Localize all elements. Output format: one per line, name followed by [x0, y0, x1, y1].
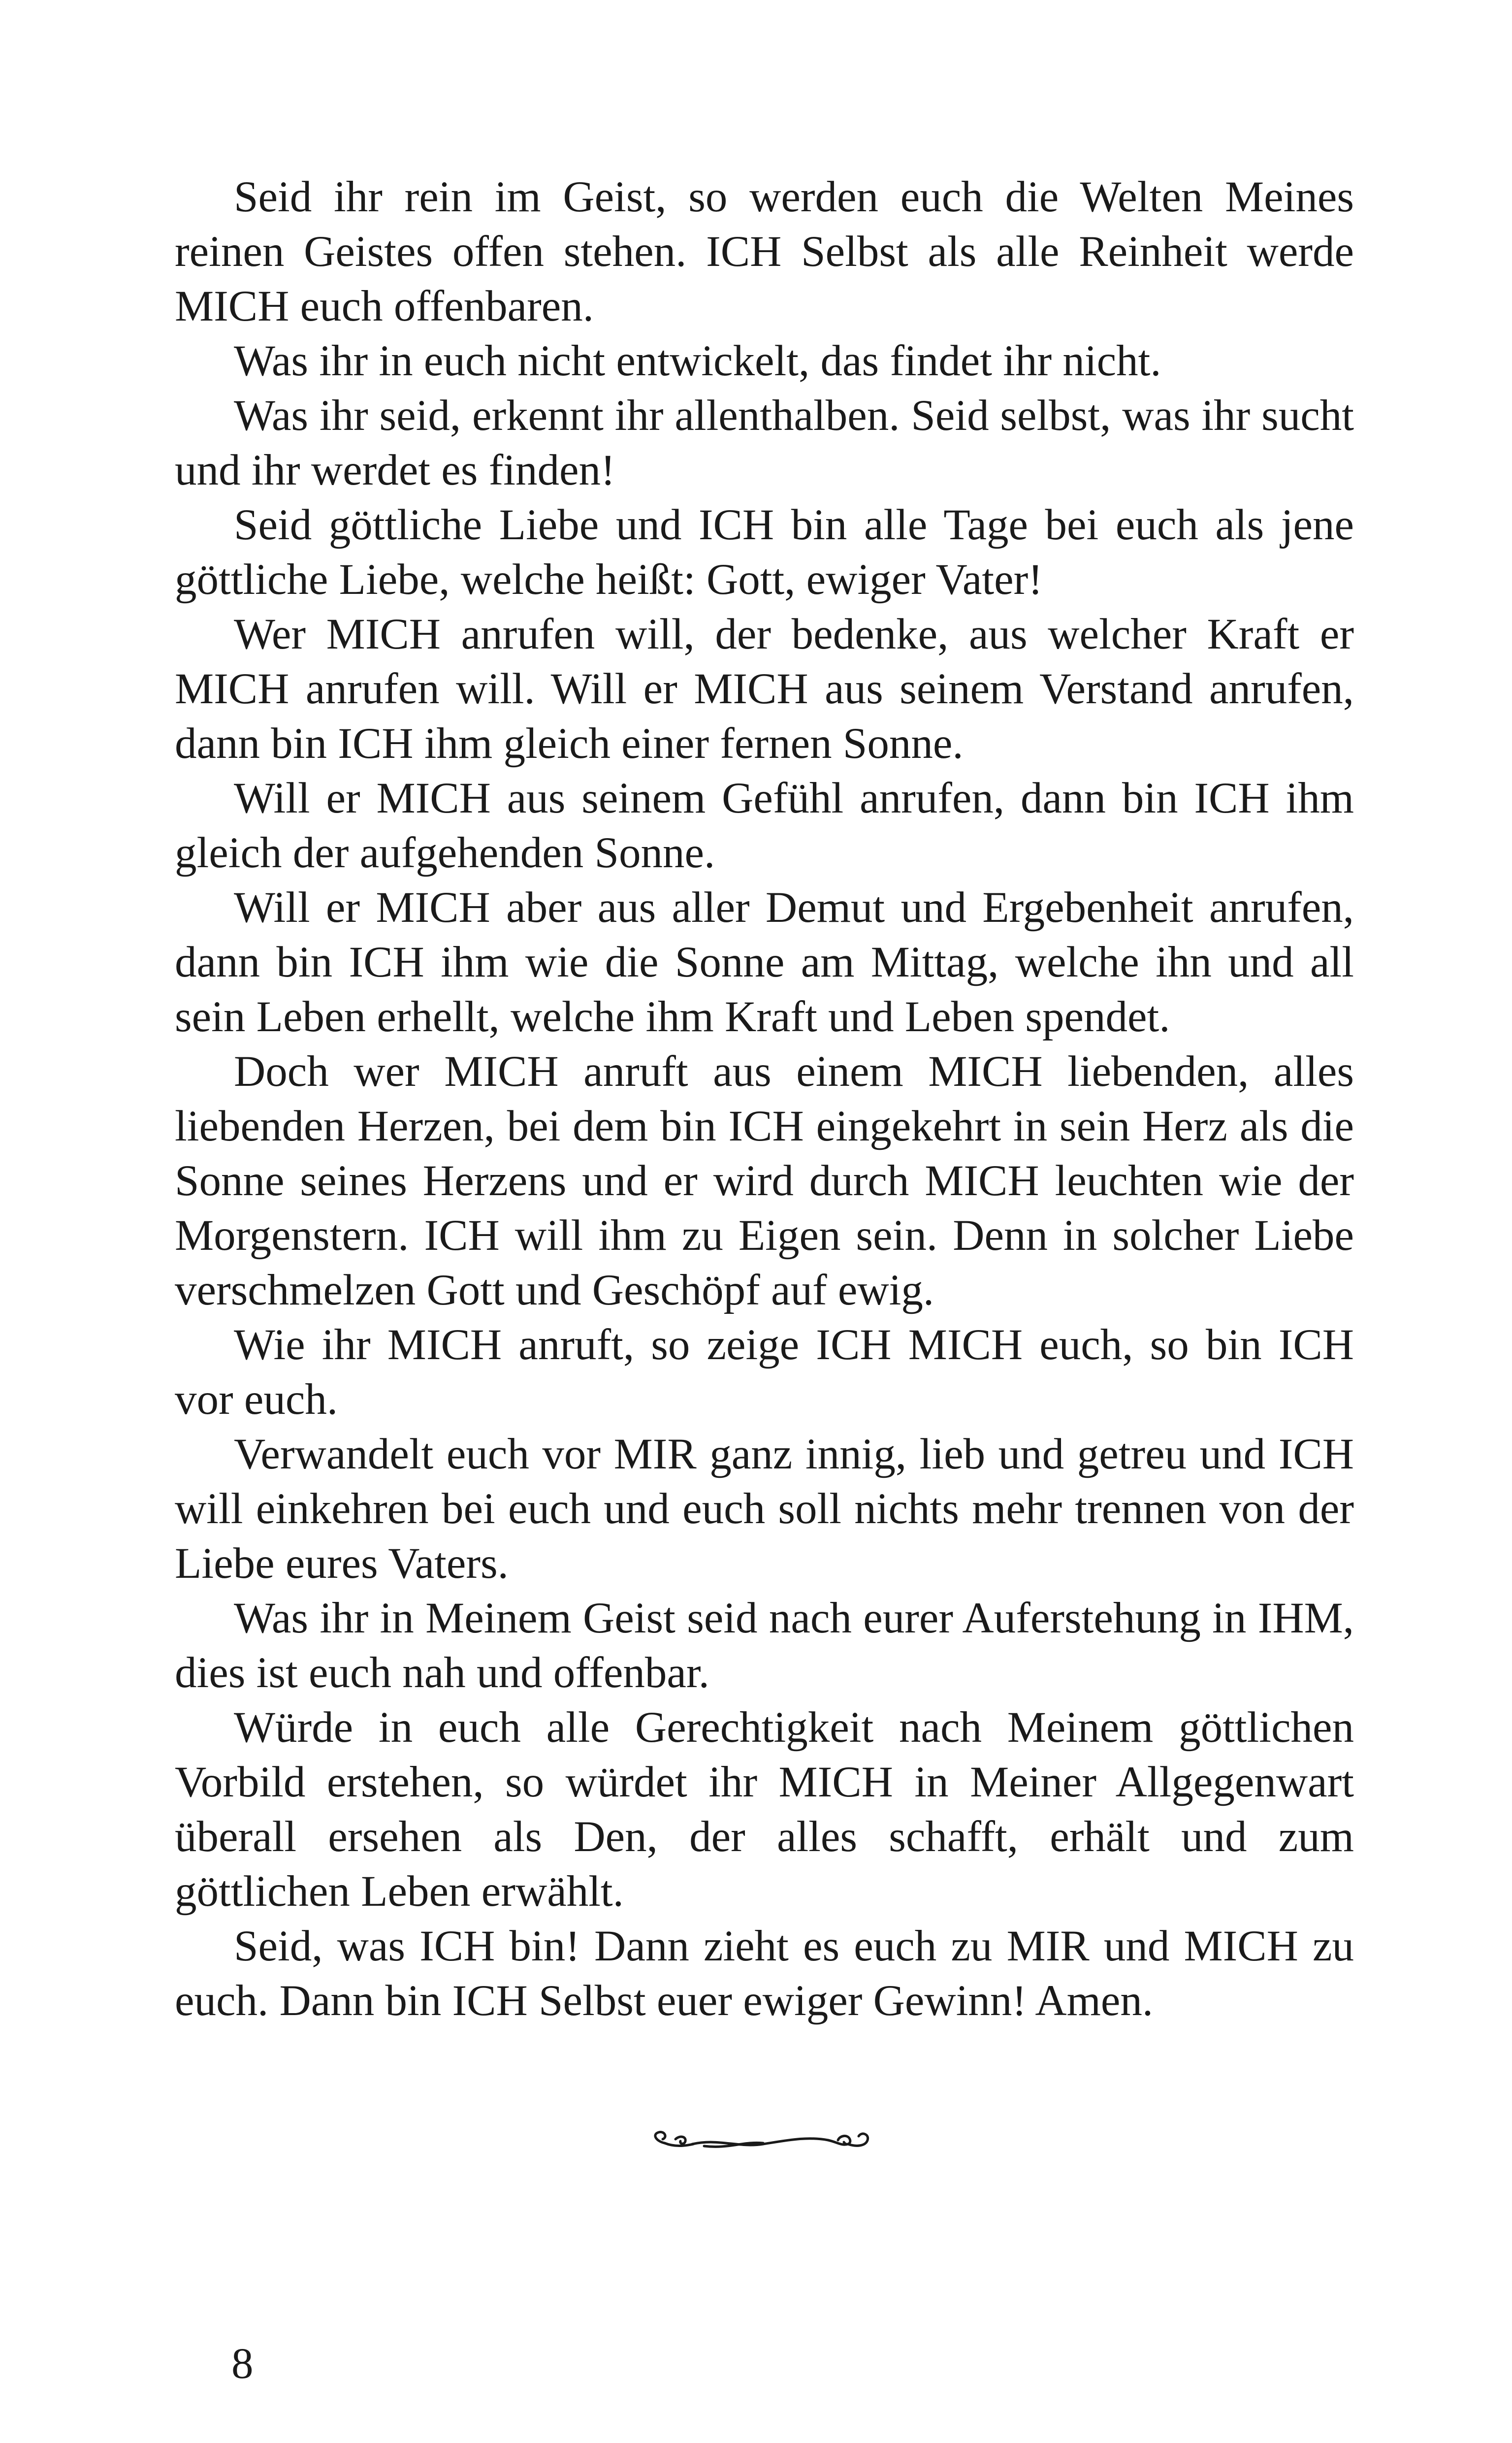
paragraph: Verwandelt euch vor MIR ganz innig, lieb und getreu und ICH will einkehren bei euch und euch soll nichts mehr trennen von der Liebe eures Vaters. [175, 1430, 1354, 1588]
paragraph: Seid ihr rein im Geist, so werden euch die Welten Meines reinen Geistes offen stehen. ICH Selbst als alle Reinheit werde MICH euch offenbaren. [175, 173, 1354, 330]
flourish-divider-icon [645, 2126, 881, 2158]
paragraph: Was ihr in Meinem Geist seid nach eurer Auferstehung in IHM, dies ist euch nah und offenbar. [175, 1594, 1354, 1697]
paragraph: Was ihr in euch nicht entwickelt, das findet ihr nicht. [234, 337, 1161, 385]
paragraph: Will er MICH aber aus aller Demut und Ergebenheit anrufen, dann bin ICH ihm wie die Sonne am Mittag, welche ihn und all sein Leben erhellt, welche ihm Kraft und Leben spendet. [175, 883, 1354, 1041]
body-text [175, 170, 1354, 2028]
paragraph: Wer MICH anrufen will, der bedenke, aus welcher Kraft er MICH anrufen will. Will er MICH aus seinem Verstand anrufen, dann bin ICH ihm gleich einer fernen Sonne. [175, 610, 1354, 768]
paragraph: Was ihr seid, erkennt ihr allenthalben. Seid selbst, was ihr sucht und ihr werdet es finden! [175, 391, 1354, 494]
page-number: 8 [231, 2340, 254, 2388]
paragraph: Wie ihr MICH anruft, so zeige ICH MICH euch, so bin ICH vor euch. [175, 1321, 1354, 1424]
paragraph: Seid göttliche Liebe und ICH bin alle Tage bei euch als jene göttliche Liebe, welche heißt: Gott, ewiger Vater! [175, 501, 1354, 604]
paragraph: Doch wer MICH anruft aus einem MICH liebenden, alles liebenden Herzen, bei dem bin ICH eingekehrt in sein Herz als die Sonne seines Herzens und er wird durch MICH leuchten wie der Morgenstern. ICH will ihm zu Eigen sein. Denn in solcher Liebe verschmelzen Gott und Geschöpf auf ewig. [175, 1047, 1354, 1314]
paragraph: Will er MICH aus seinem Gefühl anrufen, dann bin ICH ihm gleich der aufgehenden Sonne. [175, 774, 1354, 877]
paragraph: Seid, was ICH bin! Dann zieht es euch zu MIR und MICH zu euch. Dann bin ICH Selbst euer ewiger Gewinn! Amen. [175, 1922, 1354, 2025]
paragraph: Würde in euch alle Gerechtigkeit nach Meinem göttlichen Vorbild erstehen, so würdet ihr MICH in Meiner Allgegenwart überall ersehen als Den, der alles schafft, erhält und zum göttlichen Leben erwählt. [175, 1703, 1354, 1916]
